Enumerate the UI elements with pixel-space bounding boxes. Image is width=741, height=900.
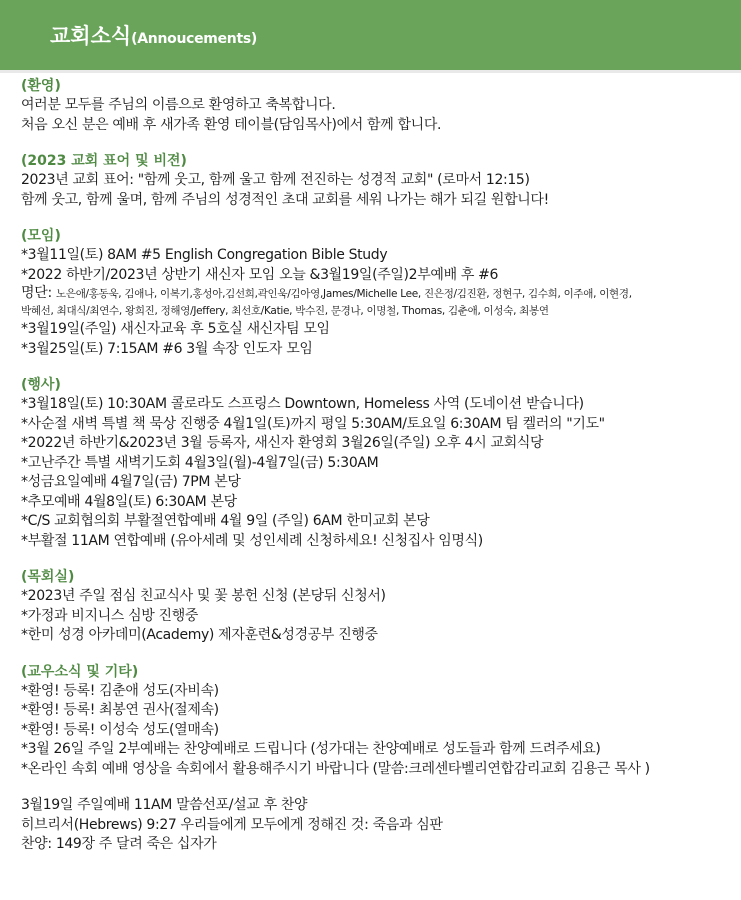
- section-sunday-service: [21, 796, 736, 855]
- text-line: *추모예배 4월8일(토) 6:30AM 본당: [21, 493, 237, 510]
- section-title: (2023 교회 표어 및 비젼): [21, 153, 187, 169]
- text-line: *3월11일(토) 8AM #5 English Congregation Bible Study: [21, 247, 388, 263]
- section-title: (모임): [21, 228, 61, 244]
- text-line: 히브리서(Hebrews) 9:27 우리들에게 모두에게 정해진 것: 죽음과 심판: [21, 816, 443, 833]
- names-line-1: 노은애/홍동욱, 김애나, 이복기,홍성아,김선희,곽인욱/김아영,James/Michelle Lee, 진은정/김진환, 정현구, 김수희, 이주애, 이현경,: [56, 288, 632, 300]
- title-english: (Annoucements): [131, 31, 257, 47]
- names-line-2: 박혜선, 최대식/최연수, 왕희진, 정해영/Jeffery, 최선호/Katie, 박수진, 문경나, 이명철, Thomas, 김춘애, 이성숙, 최봉연: [21, 305, 549, 317]
- section-pastoral-office: [21, 568, 736, 646]
- section-welcome: [21, 77, 736, 135]
- announcements-body: [21, 77, 736, 872]
- text-line: *환영! 등록! 최봉연 권사(절제속): [21, 702, 219, 718]
- text-line: *3월 26일 주일 2부예배는 찬양예배로 드립니다 (성가대는 찬양예배로 성도들과 함께 드려주세요): [21, 741, 601, 757]
- text-line: *환영! 등록! 김춘애 성도(자비속): [21, 682, 219, 699]
- section-member-news: [21, 663, 736, 780]
- section-events: [21, 376, 736, 551]
- text-line: *부활절 11AM 연합예배 (유아세례 및 성인세례 신청하세요! 신청집사 임명식): [21, 532, 483, 549]
- section-title: (교우소식 및 기타): [21, 663, 139, 680]
- text-line: 함께 웃고, 함께 울며, 함께 주님의 성경적인 초대 교회를 세워 나가는 해가 되길 원합니다!: [21, 191, 549, 208]
- text-line: *2022년 하반기&2023년 3월 등록자, 새신자 환영회 3월26일(주일) 오후 4시 교회식당: [21, 435, 544, 451]
- names-list: [21, 285, 736, 303]
- text-line: 찬양: 149장 주 달려 죽은 십자가: [21, 836, 217, 852]
- text-line: 여러분 모두를 주님의 이름으로 환영하고 축복합니다.: [21, 97, 336, 113]
- text-line: 처음 오신 분은 예배 후 새가족 환영 테이블(담임목사)에서 함께 합니다.: [21, 116, 442, 133]
- text-line: *C/S 교회협의회 부활절연합예배 4월 9일 (주일) 6AM 한미교회 본당: [21, 513, 430, 529]
- text-line: *3월18일(토) 10:30AM 콜로라도 스프링스 Downtown, Homeless 사역 (도네이션 받습니다): [21, 396, 584, 412]
- text-line: *2023년 주일 점심 친교식사 및 꽃 봉헌 신청 (본당뒤 신청서): [21, 588, 386, 604]
- names-label: 명단:: [21, 285, 57, 301]
- text-line: *3월19일(주일) 새신자교육 후 5호실 새신자팀 모임: [21, 321, 330, 337]
- section-title: (목회실): [21, 569, 75, 585]
- text-line: *성금요일예배 4월7일(금) 7PM 본당: [21, 474, 241, 490]
- text-line: *한미 성경 아카데미(Academy) 제자훈련&성경공부 진행중: [21, 627, 378, 643]
- text-line: *2022 하반기/2023년 상반기 새신자 모임 오늘 &3월19일(주일)2부예배 후 #6: [21, 266, 499, 283]
- text-line: *3월25일(토) 7:15AM #6 3월 속장 인도자 모임: [21, 340, 313, 357]
- text-line: *환영! 등록! 이성숙 성도(열매속): [21, 721, 219, 738]
- text-line: *가정과 비지니스 심방 진행중: [21, 607, 199, 624]
- text-line: *사순절 새벽 특별 책 묵상 진행중 4월1일(토)까지 평일 5:30AM/토요일 6:30AM 팀 켈러의 "기도": [21, 415, 605, 432]
- title-korean: 교회소식: [50, 24, 132, 48]
- header-banner: [0, 0, 741, 73]
- text-line: *고난주간 특별 새벽기도회 4월3일(월)-4월7일(금) 5:30AM: [21, 454, 379, 471]
- page-title: [50, 20, 257, 50]
- text-line: *온라인 속회 예배 영상을 속회에서 활용해주시기 바랍니다 (말씀:크레센타벨리연합감리교회 김용근 목사 ): [21, 760, 650, 777]
- text-line: 3월19일 주일예배 11AM 말씀선포/설교 후 찬양: [21, 797, 308, 813]
- section-vision: [21, 152, 736, 210]
- section-title: (행사): [21, 377, 61, 393]
- text-line: 2023년 교회 표어: "함께 웃고, 함께 울고 함께 전진하는 성경적 교회" (로마서 12:15): [21, 172, 530, 188]
- section-title: (환영): [21, 78, 61, 94]
- section-meetings: [21, 227, 736, 359]
